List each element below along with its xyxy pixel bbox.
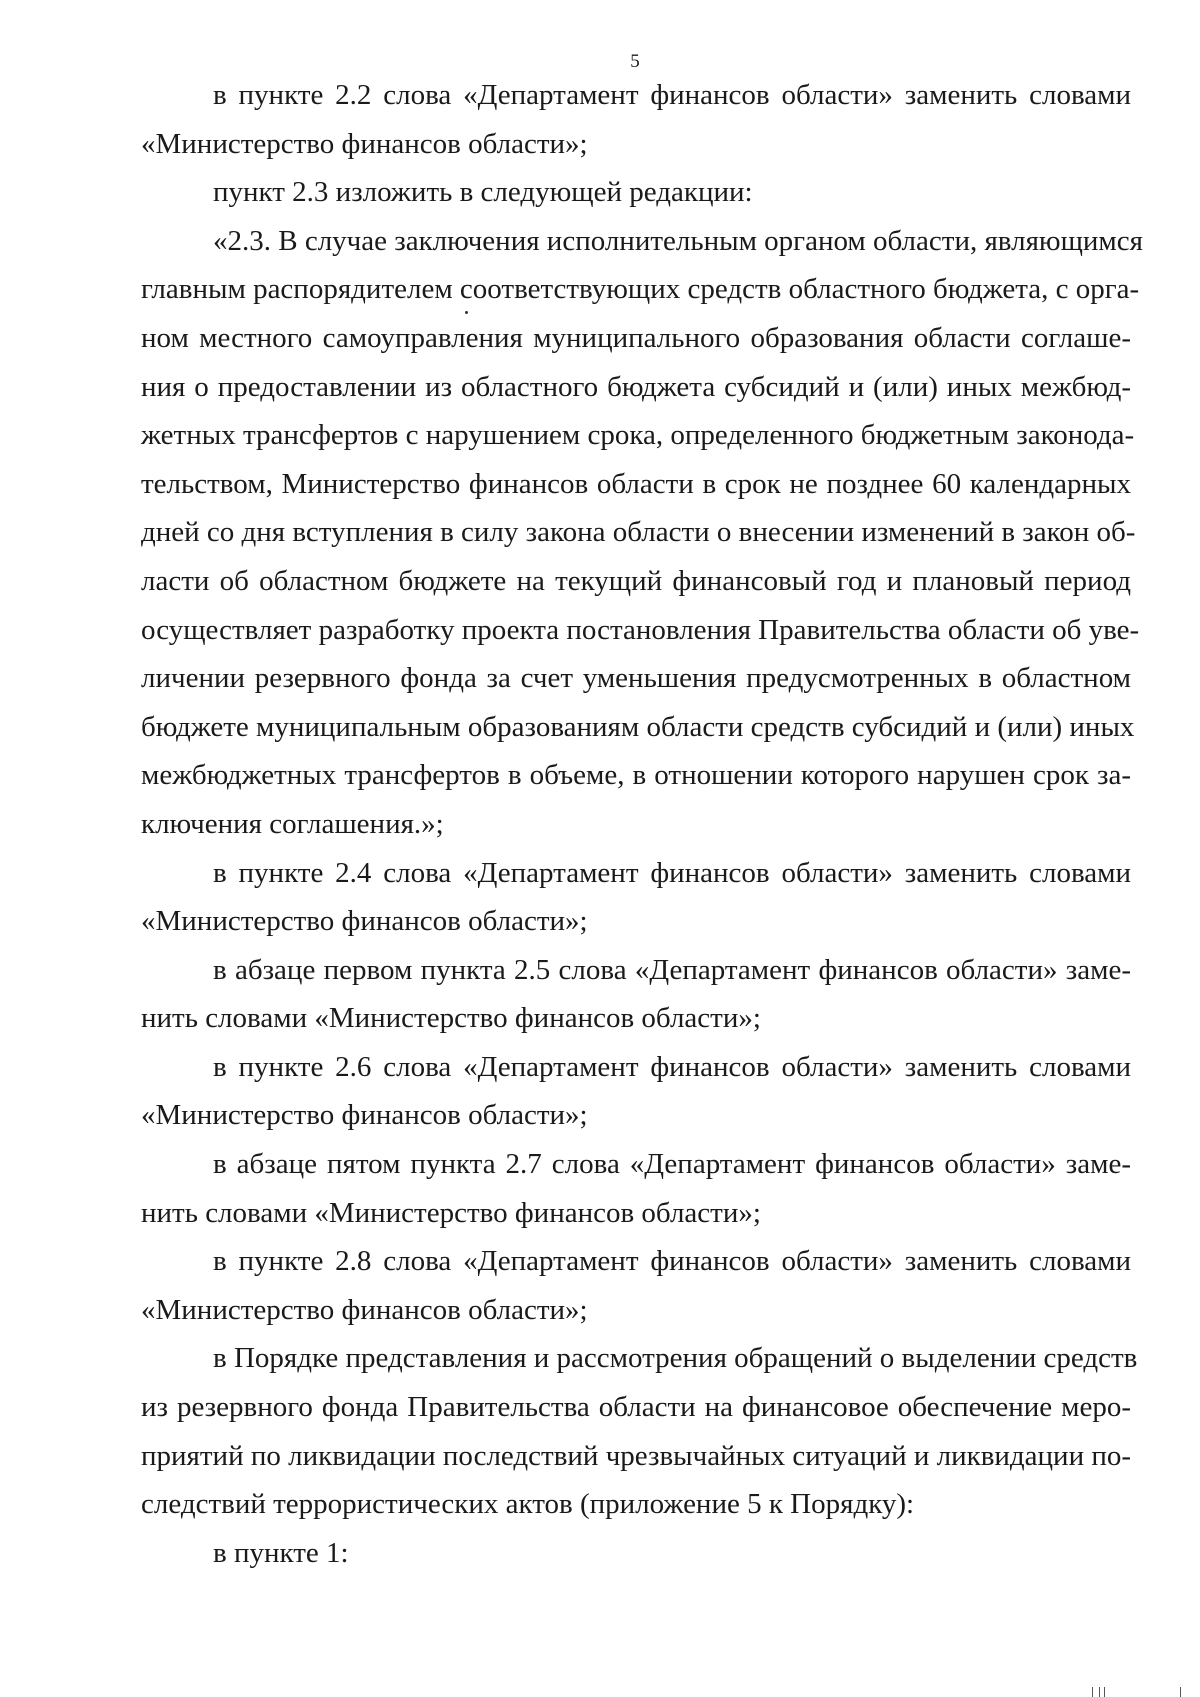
text-line: нить словами «Министерство финансов области»; — [141, 1196, 761, 1229]
paragraph — [141, 1334, 1138, 1528]
text-line: осуществляет разработку проекта постановления Правительства области об уве- — [141, 613, 1140, 646]
text-line: в пункте 2.8 слова «Департамент финансов области» заменить словами — [213, 1245, 1131, 1278]
text-line: жетных трансфертов с нарушением срока, определенного бюджетным законода- — [141, 419, 1135, 452]
text-line: пункт 2.3 изложить в следующей редакции: — [213, 176, 753, 209]
paragraph — [141, 217, 1143, 849]
text-line: «Министерство финансов области»; — [141, 1099, 588, 1132]
text-line: бюджете муниципальным образованиям области средств субсидий и (или) иных — [141, 710, 1135, 743]
paragraph — [141, 1043, 1131, 1140]
text-line: ласти об областном бюджете на текущий финансовый год и плановый период — [141, 564, 1131, 597]
scan-edge-mark — [1092, 1687, 1093, 1697]
text-line: «Министерство финансов области»; — [141, 127, 588, 160]
text-line: в абзаце пятом пункта 2.7 слова «Департамент финансов области» заме- — [213, 1148, 1131, 1181]
text-line: в пункте 1: — [213, 1536, 349, 1569]
paragraph — [141, 1237, 1131, 1334]
text-line: межбюджетных трансфертов в объеме, в отношении которого нарушен срок за- — [141, 759, 1131, 792]
paragraph — [141, 71, 1131, 168]
text-line: главным распорядителем соответствующих средств областного бюджета, с орга- — [141, 273, 1140, 306]
text-line: следствий террористических актов (приложение 5 к Порядку): — [141, 1488, 915, 1521]
paragraph — [141, 1529, 1131, 1578]
scan-edge-mark — [1180, 1687, 1181, 1697]
text-line: в абзаце первом пункта 2.5 слова «Департамент финансов области» заме- — [213, 953, 1131, 986]
paragraph — [141, 1140, 1131, 1237]
paragraph — [141, 946, 1131, 1043]
text-line: ния о предоставлении из областного бюджета субсидий и (или) иных межбюд- — [141, 370, 1131, 403]
text-line: ном местного самоуправления муниципального образования области соглаше- — [141, 321, 1131, 354]
text-line: в Порядке представления и рассмотрения обращений о выделении средств — [213, 1342, 1138, 1375]
text-line: тельством, Министерство финансов области в срок не позднее 60 календарных — [141, 467, 1131, 500]
text-line: в пункте 2.6 слова «Департамент финансов области» заменить словами — [213, 1050, 1131, 1083]
text-line: приятий по ликвидации последствий чрезвычайных ситуаций и ликвидации по- — [141, 1439, 1132, 1472]
text-line: ключения соглашения.»; — [141, 807, 444, 840]
scan-edge-mark — [1099, 1687, 1100, 1697]
text-line: личении резервного фонда за счет уменьшения предусмотренных в областном — [141, 662, 1131, 695]
text-line: «Министерство финансов области»; — [141, 905, 588, 938]
text-line: в пункте 2.2 слова «Департамент финансов области» заменить словами — [213, 79, 1131, 111]
text-line: дней со дня вступления в силу закона области о внесении изменений в закон об- — [141, 516, 1136, 549]
paragraph — [141, 849, 1131, 946]
page-number: 5 — [630, 51, 640, 72]
document-body — [141, 71, 1143, 1577]
scan-edge-mark — [1104, 1687, 1105, 1697]
paragraph — [141, 168, 1131, 217]
text-line: из резервного фонда Правительства области на финансовое обеспечение меро- — [141, 1391, 1131, 1424]
text-line: «2.3. В случае заключения исполнительным органом области, являющимся — [213, 224, 1143, 257]
text-line: «Министерство финансов области»; — [141, 1293, 588, 1326]
text-line: в пункте 2.4 слова «Департамент финансов области» заменить словами — [213, 856, 1131, 889]
text-line: нить словами «Министерство финансов области»; — [141, 1002, 761, 1035]
